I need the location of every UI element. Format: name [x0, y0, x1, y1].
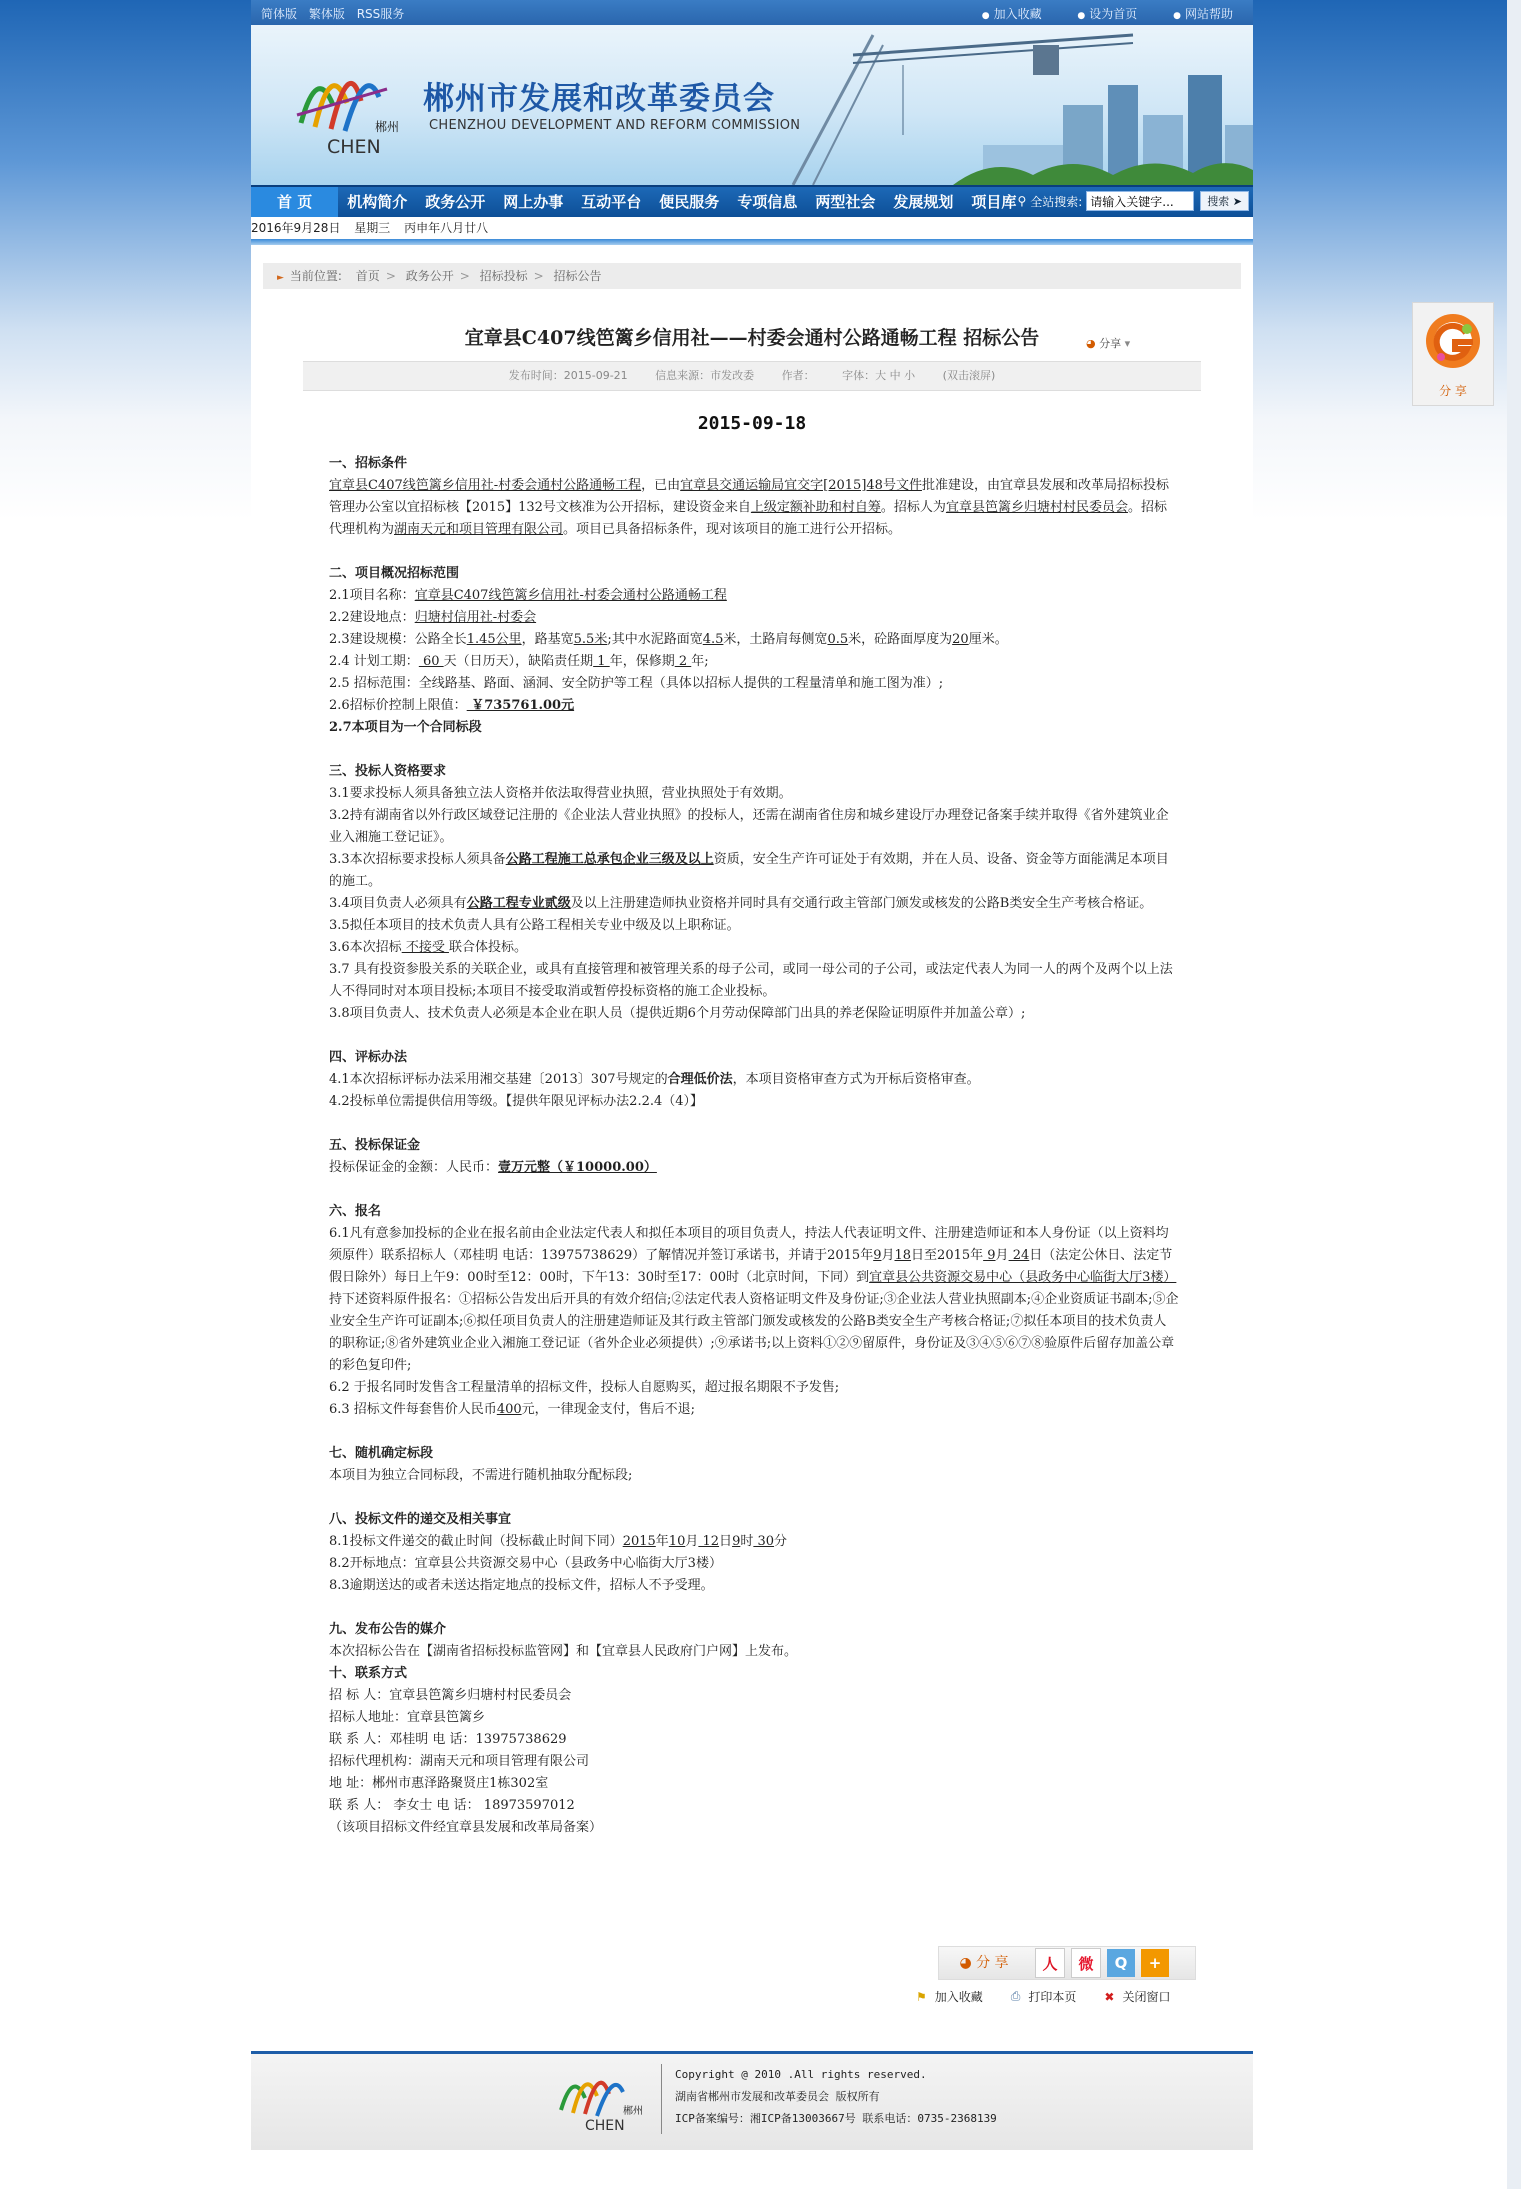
- paragraph: 3.4项目负责人必须具有公路工程专业贰级及以上注册建造师执业资格并同时具有交通行政主管部门颁发或核发的公路B类安全生产考核合格证。: [329, 896, 1153, 911]
- breadcrumb-label: 当前位置:: [289, 269, 342, 283]
- link-add-favorite[interactable]: ● 加入收藏: [981, 7, 1042, 21]
- share-bar-button[interactable]: ◕ 分 享: [959, 1955, 1009, 1971]
- article-actions: [916, 1988, 1198, 2005]
- contact-line: 招标代理机构：湖南天元和项目管理有限公司: [329, 1754, 590, 1769]
- article-date: 2015-09-18: [697, 413, 807, 434]
- paragraph: 2.5 招标范围：全线路基、路面、涵洞、安全防护等工程（具体以招标人提供的工程量清单和施工图为准）;: [329, 676, 944, 691]
- footer-copyright: Copyright @ 2010 .All rights reserved.: [675, 2068, 927, 2081]
- site-title: 郴州市发展和改革委员会: [423, 81, 775, 117]
- paragraph: 本项目为独立合同标段，不需进行随机抽取分配标段;: [329, 1468, 633, 1483]
- paragraph: 3.1要求投标人须具备独立法人资格并依法取得营业执照，营业执照处于有效期。: [329, 786, 792, 801]
- share-mini-button[interactable]: ◕ 分享 ▾: [1086, 337, 1131, 350]
- nav-project-library[interactable]: 项目库: [971, 193, 1017, 211]
- breadcrumb-bidding[interactable]: 招标投标: [479, 269, 528, 283]
- paragraph: 3.3本次招标要求投标人须具备公路工程施工总承包企业三级及以上资质，安全生产许可证处于有效期，并在人员、设备、资金等方面能满足本项目的施工。: [329, 852, 1169, 889]
- contact-line: （该项目招标文件经宜章县发展和改革局备案）: [329, 1820, 603, 1835]
- article-body: [329, 453, 1179, 1839]
- header-banner: [251, 25, 1253, 185]
- paragraph: 本次招标公告在【湖南省招标投标监管网】和【宜章县人民政府门户网】上发布。: [329, 1644, 798, 1659]
- article-title-row: [251, 323, 1253, 353]
- add-favorite-button[interactable]: ⚑ 加入收藏: [916, 1989, 983, 2004]
- weibo-icon[interactable]: 微: [1071, 1948, 1101, 1978]
- renren-icon[interactable]: 人: [1035, 1948, 1065, 1978]
- section-heading: 五、投标保证金: [329, 1138, 421, 1153]
- article-title: 宜章县C407线笆篱乡信用社——村委会通村公路通畅工程 招标公告: [464, 327, 1040, 349]
- svg-text:郴州: 郴州: [623, 2106, 643, 2117]
- meta-source: 信息来源：市发改委: [655, 369, 755, 382]
- current-date: 2016年9月28日: [251, 221, 341, 235]
- paragraph: 投标保证金的金额：人民币：壹万元整（￥10000.00）: [329, 1160, 657, 1175]
- footer-text: [675, 2064, 997, 2130]
- breadcrumb-home[interactable]: 首页: [355, 269, 380, 283]
- link-rss[interactable]: RSS服务: [356, 7, 405, 21]
- logo-text-en: CHEN: [327, 136, 381, 158]
- section-heading: 二、项目概况招标范围: [329, 566, 460, 581]
- bullet-icon: ●: [1077, 11, 1086, 21]
- nav-two-type-society[interactable]: 两型社会: [815, 193, 876, 211]
- crane-cityscape-illustration: [733, 25, 1253, 185]
- close-icon: ✖: [1104, 1989, 1115, 2004]
- share-bar: [938, 1946, 1196, 1980]
- search-input[interactable]: [1086, 191, 1194, 211]
- paragraph: 2.6招标价控制上限值： ￥735761.00元: [329, 698, 575, 713]
- nav-gov-affairs[interactable]: 政务公开: [425, 193, 486, 211]
- share-icon: ◕: [1086, 337, 1096, 350]
- print-button[interactable]: ⎙ 打印本页: [1010, 1989, 1077, 2004]
- section-heading: 六、报名: [329, 1204, 382, 1219]
- link-simplified[interactable]: 简体版: [261, 7, 298, 21]
- paragraph: 2.7本项目为一个合同标段: [329, 720, 482, 735]
- paragraph: 4.1本次招标评标办法采用湘交基建〔2013〕307号规定的合理低价法，本项目资格审查方式为开标后资格审查。: [329, 1072, 980, 1087]
- section-heading: 十、联系方式: [329, 1666, 408, 1681]
- section-heading: 八、投标文件的递交及相关事宜: [329, 1512, 512, 1527]
- floating-share-label: 分 享: [1439, 384, 1467, 398]
- breadcrumb-gov-affairs[interactable]: 政务公开: [405, 269, 454, 283]
- nav-planning[interactable]: 发展规划: [893, 193, 954, 211]
- paragraph: 6.1凡有意参加投标的企业在报名前由企业法定代表人和拟任本项目的项目负责人，持法人代表证明文件、注册建造师证和本人身份证（以上资料均须原件）联系招标人（邓桂明 电话：13975738629）了解情况并签订承诺书，并请于2015年9月18日至2015年 9月 24日（法定公休日、法定节假日除外）每日上午9：00时至12：00时，下午13：30时至17：00时（北京时间，下同）到宜章县公共资源交易中心（县政务中心临街大厅3楼）持下述资料原件报名：①招标公告发出后开具的有效介绍信;②法定代表人资格证明文件及身份证;③企业法人营业执照副本;④企业资质证书副本;⑤企业安全生产许可证副本;⑥拟任项目负责人的注册建造师证及其行政主管部门颁发或核发的公路B类安全生产考核合格证;⑦拟任本项目的技术负责人的职称证;⑧省外建筑业企业入湘施工登记证（省外企业必须提供）;⑨承诺书;以上资料①②⑨留原件，身份证及③④⑤⑥⑦⑧验原件后留存加盖公章的彩色复印件;: [329, 1226, 1179, 1373]
- meta-author: 作者：: [781, 369, 815, 382]
- paragraph: 6.2 于报名同时发售含工程量清单的招标文件，投标人自愿购买，超过报名期限不予发售;: [329, 1380, 840, 1395]
- contact-line: 招 标 人：宜章县笆篱乡归塘村村民委员会: [329, 1688, 572, 1703]
- chevron-down-icon: ▾: [1124, 337, 1131, 350]
- section-heading: 四、评标办法: [329, 1050, 408, 1065]
- bullet-icon: ●: [1173, 11, 1181, 21]
- floating-share-button[interactable]: [1412, 302, 1494, 406]
- site-search: [1017, 191, 1249, 211]
- share-logo-icon: [1421, 309, 1485, 373]
- svg-text:CHEN: CHEN: [585, 2118, 625, 2134]
- paragraph: 8.3逾期送达的或者未送达指定地点的投标文件，招标人不予受理。: [329, 1578, 714, 1593]
- paragraph: 6.3 招标文件每套售价人民币400元，一律现金支付，售后不退;: [329, 1402, 696, 1417]
- nav-interaction[interactable]: 互动平台: [581, 193, 642, 211]
- dateline: [251, 217, 1253, 239]
- paragraph: 8.1投标文件递交的截止时间（投标截止时间下同）2015年10月 12日9时 30分: [329, 1534, 788, 1549]
- section-heading: 七、随机确定标段: [329, 1446, 434, 1461]
- link-traditional[interactable]: 繁体版: [308, 7, 345, 21]
- qzone-icon[interactable]: Q: [1107, 1949, 1135, 1977]
- breadcrumb-notice[interactable]: 招标公告: [553, 269, 602, 283]
- contact-line: 地 址：郴州市惠泽路聚贤庄1栋302室: [329, 1776, 549, 1791]
- breadcrumb-arrow-icon: ►: [277, 273, 284, 283]
- contact-line: 招标人地址：宜章县笆篱乡: [329, 1710, 486, 1725]
- meta-font-size[interactable]: 字体：大 中 小: [842, 369, 916, 382]
- site-logo[interactable]: [287, 45, 407, 165]
- footer-icp: ICP备案编号：湘ICP备13003667号 联系电话：0735-2368139: [675, 2112, 997, 2125]
- footer-owner: 湖南省郴州市发展和改革委员会 版权所有: [675, 2090, 880, 2103]
- footer-logo: [551, 2058, 651, 2138]
- section-heading: 九、发布公告的媒介: [329, 1622, 447, 1637]
- share-more-icon[interactable]: +: [1141, 1949, 1169, 1977]
- contact-line: 联 系 人： 李女士 电 话： 18973597012: [329, 1798, 575, 1813]
- lunar-date: 丙申年八月廿八: [404, 221, 489, 235]
- share-icon: ◕: [959, 1955, 972, 1971]
- site-subtitle: CHENZHOU DEVELOPMENT AND REFORM COMMISSION: [429, 118, 801, 133]
- contact-line: 联 系 人：邓桂明 电 话：13975738629: [329, 1732, 567, 1747]
- paragraph: 2.2建设地点：归塘村信用社-村委会: [329, 610, 537, 625]
- page-container: [251, 0, 1253, 2189]
- nav-public-services[interactable]: 便民服务: [659, 193, 720, 211]
- footer: [251, 2054, 1253, 2150]
- top-links-bar: [251, 0, 1253, 25]
- meta-scroll: (双击滚屏): [942, 369, 996, 382]
- paragraph: 3.6本次招标 不接受 联合体投标。: [329, 940, 527, 955]
- paragraph: 3.8项目负责人、技术负责人必须是本企业在职人员（提供近期6个月劳动保障部门出具的养老保险证明原件并加盖公章）;: [329, 1006, 1026, 1021]
- breadcrumb: ► 当前位置: 首页 > 政务公开 > 招标投标 > 招标公告: [263, 263, 1241, 289]
- main-nav: [251, 185, 1253, 217]
- meta-published: 发布时间：2015-09-21: [508, 369, 628, 382]
- paragraph: 宜章县C407线笆篱乡信用社-村委会通村公路通畅工程，已由宜章县交通运输局宜交字[2015]48号文件批准建设，由宜章县发展和改革局招标投标管理办公室以宜招标核【2015】132号文核准为公开招标，建设资金来自上级定额补助和村自筹。招标人为宜章县笆篱乡归塘村村民委员会。招标代理机构为湖南天元和项目管理有限公司。项目已具备招标条件，现对该项目的施工进行公开招标。: [329, 478, 1169, 537]
- link-help[interactable]: ● 网站帮助: [1173, 7, 1233, 21]
- section-heading: 一、招标条件: [329, 456, 408, 471]
- paragraph: 4.2投标单位需提供信用等级。【提供年限见评标办法2.2.4（4）】: [329, 1094, 704, 1109]
- printer-icon: ⎙: [1010, 1989, 1021, 2003]
- folder-star-icon: ⚑: [916, 1989, 927, 2004]
- current-weekday: 星期三: [354, 221, 391, 235]
- window-scrollbar[interactable]: [1507, 0, 1521, 2189]
- search-button[interactable]: 搜索 ➤: [1200, 191, 1249, 211]
- section-heading: 三、投标人资格要求: [329, 764, 447, 779]
- link-set-homepage[interactable]: ● 设为首页: [1077, 7, 1138, 21]
- paragraph: 3.5拟任本项目的技术负责人具有公路工程相关专业中级及以上职称证。: [329, 918, 740, 933]
- search-icon: ⚲: [1017, 194, 1027, 208]
- nav-online-services[interactable]: 网上办事: [503, 193, 564, 211]
- paragraph: 2.3建设规模：公路全长1.45公里，路基宽5.5米;其中水泥路面宽4.5米，土路肩每侧宽0.5米，砼路面厚度为20厘米。: [329, 632, 1008, 647]
- header-divider: [251, 239, 1253, 245]
- paragraph: 3.7 具有投资参股关系的关联企业，或具有直接管理和被管理关系的母子公司，或同一母公司的子公司，或法定代表人为同一人的两个及两个以上法人不得同时对本项目投标;本项目不接受取消或暂停投标资格的施工企业投标。: [329, 962, 1173, 999]
- paragraph: 2.4 计划工期： 60 天（日历天），缺陷责任期 1 年，保修期 2 年;: [329, 654, 709, 669]
- arrow-right-icon: ➤: [1232, 195, 1242, 208]
- bullet-icon: ●: [981, 11, 990, 21]
- nav-about[interactable]: 机构简介: [347, 193, 408, 211]
- search-label: 全站搜索:: [1030, 194, 1083, 209]
- article-meta: [303, 361, 1201, 391]
- close-window-button[interactable]: ✖ 关闭窗口: [1104, 1989, 1171, 2004]
- nav-special-info[interactable]: 专项信息: [737, 193, 798, 211]
- nav-home[interactable]: 首 页: [251, 187, 338, 217]
- paragraph: 3.2持有湖南省以外行政区域登记注册的《企业法人营业执照》的投标人，还需在湖南省住房和城乡建设厅办理登记备案手续并取得《省外建筑业企业入湘施工登记证》。: [329, 808, 1169, 845]
- paragraph: 8.2开标地点：宜章县公共资源交易中心（县政务中心临街大厅3楼）: [329, 1556, 722, 1571]
- logo-text-cn: 郴州: [375, 120, 400, 134]
- paragraph: 2.1项目名称：宜章县C407线笆篱乡信用社-村委会通村公路通畅工程: [329, 588, 727, 603]
